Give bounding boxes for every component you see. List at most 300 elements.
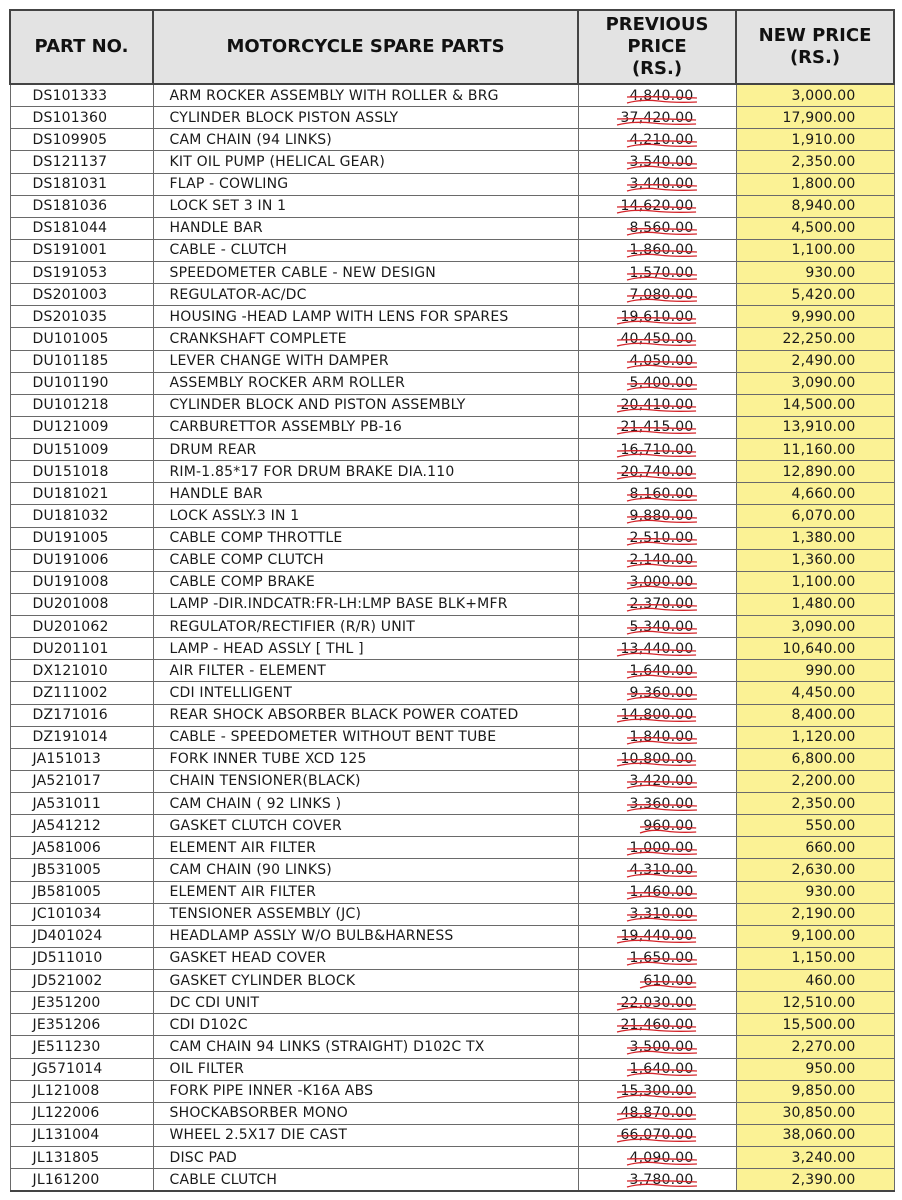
- part-description-cell: DISC PAD: [153, 1147, 578, 1169]
- new-price-cell: 9,990.00: [736, 306, 894, 328]
- previous-price-value: 3,540.00: [629, 153, 694, 170]
- part-description-cell: DC CDI UNIT: [153, 992, 578, 1014]
- new-price-cell: 12,890.00: [736, 461, 894, 483]
- part-number-cell: JE351200: [10, 992, 153, 1014]
- previous-price-cell: [578, 593, 736, 615]
- table-row: [10, 593, 894, 615]
- previous-price-cell: [578, 549, 736, 571]
- previous-price-cell: [578, 195, 736, 217]
- struck-previous-price: [630, 242, 694, 258]
- part-description-cell: OIL FILTER: [153, 1058, 578, 1080]
- part-description-cell: LAMP -DIR.INDCATR:FR-LH:LMP BASE BLK+MFR: [153, 593, 578, 615]
- table-row: [10, 483, 894, 505]
- new-price-cell: 30,850.00: [736, 1102, 894, 1124]
- new-price-cell: 6,800.00: [736, 748, 894, 770]
- previous-price-cell: [578, 1036, 736, 1058]
- previous-price-cell: [578, 925, 736, 947]
- table-row: [10, 704, 894, 726]
- struck-previous-price: [630, 729, 694, 745]
- part-description-cell: LOCK SET 3 IN 1: [153, 195, 578, 217]
- previous-price-value: 14,620.00: [620, 198, 694, 215]
- new-price-cell: 4,450.00: [736, 682, 894, 704]
- struck-previous-price: [630, 685, 694, 701]
- table-row: [10, 1058, 894, 1080]
- struck-previous-price: [630, 1150, 694, 1166]
- previous-price-value: 8,560.00: [629, 220, 694, 237]
- part-description-cell: GASKET CYLINDER BLOCK: [153, 970, 578, 992]
- previous-price-cell: [578, 217, 736, 239]
- table-row: [10, 1036, 894, 1058]
- part-number-cell: DU201062: [10, 616, 153, 638]
- previous-price-value: 4,210.00: [629, 131, 694, 148]
- struck-previous-price: [630, 486, 694, 502]
- new-price-cell: 4,500.00: [736, 217, 894, 239]
- previous-price-value: 13,440.00: [620, 640, 694, 657]
- previous-price-value: 37,420.00: [620, 109, 694, 126]
- part-number-cell: DS181031: [10, 173, 153, 195]
- previous-price-value: 5,340.00: [629, 618, 694, 635]
- previous-price-value: 20,410.00: [620, 397, 694, 414]
- part-number-cell: DU151018: [10, 461, 153, 483]
- new-price-cell: 930.00: [736, 881, 894, 903]
- part-description-cell: CABLE - SPEEDOMETER WITHOUT BENT TUBE: [153, 726, 578, 748]
- part-number-cell: DU201101: [10, 638, 153, 660]
- header-previous-price-line2: (RS.): [631, 58, 683, 79]
- struck-previous-price: [643, 818, 693, 834]
- new-price-cell: 2,200.00: [736, 770, 894, 792]
- previous-price-value: 3,310.00: [629, 906, 694, 923]
- struck-previous-price: [630, 906, 694, 922]
- previous-price-value: 1,000.00: [629, 839, 694, 856]
- new-price-cell: 9,100.00: [736, 925, 894, 947]
- struck-previous-price: [630, 796, 694, 812]
- table-row: [10, 881, 894, 903]
- part-description-cell: TENSIONER ASSEMBLY (JC): [153, 903, 578, 925]
- struck-previous-price: [620, 419, 693, 435]
- new-price-cell: 3,090.00: [736, 616, 894, 638]
- previous-price-value: 1,640.00: [629, 1061, 694, 1078]
- previous-price-value: 3,420.00: [629, 773, 694, 790]
- table-row: [10, 439, 894, 461]
- new-price-cell: 13,910.00: [736, 416, 894, 438]
- new-price-cell: 1,910.00: [736, 129, 894, 151]
- new-price-cell: 1,480.00: [736, 593, 894, 615]
- part-description-cell: DRUM REAR: [153, 439, 578, 461]
- part-number-cell: JA531011: [10, 793, 153, 815]
- part-description-cell: RIM-1.85*17 FOR DRUM BRAKE DIA.110: [153, 461, 578, 483]
- part-number-cell: DZ171016: [10, 704, 153, 726]
- struck-previous-price: [630, 508, 694, 524]
- header-new-price-line1: NEW PRICE: [758, 25, 872, 46]
- previous-price-cell: [578, 483, 736, 505]
- previous-price-value: 66,070.00: [620, 1127, 694, 1144]
- table-row: [10, 770, 894, 792]
- part-description-cell: FORK PIPE INNER -K16A ABS: [153, 1080, 578, 1102]
- struck-previous-price: [643, 973, 693, 989]
- table-row: [10, 262, 894, 284]
- previous-price-value: 1,460.00: [629, 884, 694, 901]
- part-number-cell: DU151009: [10, 439, 153, 461]
- previous-price-value: 7,080.00: [629, 286, 694, 303]
- struck-previous-price: [620, 1017, 693, 1033]
- part-description-cell: ASSEMBLY ROCKER ARM ROLLER: [153, 372, 578, 394]
- part-description-cell: REGULATOR-AC/DC: [153, 284, 578, 306]
- previous-price-cell: [578, 793, 736, 815]
- struck-previous-price: [620, 1083, 693, 1099]
- new-price-cell: 1,360.00: [736, 549, 894, 571]
- part-number-cell: DU191005: [10, 527, 153, 549]
- previous-price-value: 1,860.00: [629, 242, 694, 259]
- previous-price-value: 610.00: [643, 972, 694, 989]
- new-price-cell: 1,100.00: [736, 571, 894, 593]
- part-description-cell: AIR FILTER - ELEMENT: [153, 660, 578, 682]
- part-number-cell: JL131004: [10, 1124, 153, 1146]
- price-table: [9, 9, 895, 1192]
- part-description-cell: CABLE COMP CLUTCH: [153, 549, 578, 571]
- table-row: [10, 195, 894, 217]
- previous-price-cell: [578, 616, 736, 638]
- part-description-cell: LOCK ASSLY.3 IN 1: [153, 505, 578, 527]
- part-number-cell: DS121137: [10, 151, 153, 173]
- previous-price-cell: [578, 328, 736, 350]
- new-price-cell: 38,060.00: [736, 1124, 894, 1146]
- part-number-cell: DS201035: [10, 306, 153, 328]
- previous-price-cell: [578, 660, 736, 682]
- part-number-cell: DS101360: [10, 107, 153, 129]
- previous-price-value: 8,160.00: [629, 485, 694, 502]
- new-price-cell: 9,850.00: [736, 1080, 894, 1102]
- struck-previous-price: [620, 397, 693, 413]
- table-row: [10, 505, 894, 527]
- part-description-cell: REGULATOR/RECTIFIER (R/R) UNIT: [153, 616, 578, 638]
- part-description-cell: FLAP - COWLING: [153, 173, 578, 195]
- part-description-cell: CAM CHAIN ( 92 LINKS ): [153, 793, 578, 815]
- struck-previous-price: [630, 574, 694, 590]
- table-row: [10, 859, 894, 881]
- header-previous-price-line1: PREVIOUS PRICE: [605, 14, 709, 57]
- previous-price-value: 40,450.00: [620, 330, 694, 347]
- part-number-cell: JD401024: [10, 925, 153, 947]
- table-row: [10, 837, 894, 859]
- previous-price-value: 3,440.00: [629, 176, 694, 193]
- header-part-no: PART NO.: [10, 10, 153, 84]
- new-price-cell: 1,150.00: [736, 947, 894, 969]
- previous-price-cell: [578, 461, 736, 483]
- previous-price-value: 1,570.00: [629, 264, 694, 281]
- new-price-cell: 8,940.00: [736, 195, 894, 217]
- part-description-cell: SHOCKABSORBER MONO: [153, 1102, 578, 1124]
- part-description-cell: CDI INTELLIGENT: [153, 682, 578, 704]
- part-number-cell: JB581005: [10, 881, 153, 903]
- struck-previous-price: [620, 707, 693, 723]
- part-description-cell: ARM ROCKER ASSEMBLY WITH ROLLER & BRG: [153, 84, 578, 107]
- table-row: [10, 416, 894, 438]
- previous-price-value: 22,030.00: [620, 994, 694, 1011]
- previous-price-value: 3,000.00: [629, 574, 694, 591]
- new-price-cell: 2,350.00: [736, 793, 894, 815]
- new-price-cell: 5,420.00: [736, 284, 894, 306]
- new-price-cell: 10,640.00: [736, 638, 894, 660]
- new-price-cell: 3,000.00: [736, 84, 894, 107]
- table-row: [10, 239, 894, 261]
- struck-previous-price: [620, 641, 693, 657]
- new-price-cell: 3,090.00: [736, 372, 894, 394]
- struck-previous-price: [630, 1061, 694, 1077]
- part-description-cell: HEADLAMP ASSLY W/O BULB&HARNESS: [153, 925, 578, 947]
- table-row: [10, 925, 894, 947]
- new-price-cell: 22,250.00: [736, 328, 894, 350]
- previous-price-value: 960.00: [643, 817, 694, 834]
- previous-price-cell: [578, 970, 736, 992]
- part-number-cell: DU191006: [10, 549, 153, 571]
- previous-price-cell: [578, 1102, 736, 1124]
- table-row: [10, 527, 894, 549]
- new-price-cell: 17,900.00: [736, 107, 894, 129]
- struck-previous-price: [620, 464, 693, 480]
- previous-price-value: 20,740.00: [620, 463, 694, 480]
- previous-price-cell: [578, 859, 736, 881]
- table-row: [10, 151, 894, 173]
- struck-previous-price: [630, 265, 694, 281]
- previous-price-value: 3,780.00: [629, 1171, 694, 1188]
- new-price-cell: 1,800.00: [736, 173, 894, 195]
- part-description-cell: CABLE - CLUTCH: [153, 239, 578, 261]
- struck-previous-price: [620, 309, 693, 325]
- previous-price-cell: [578, 815, 736, 837]
- new-price-cell: 1,380.00: [736, 527, 894, 549]
- new-price-cell: 660.00: [736, 837, 894, 859]
- previous-price-value: 4,050.00: [629, 353, 694, 370]
- part-number-cell: JC101034: [10, 903, 153, 925]
- table-row: [10, 903, 894, 925]
- new-price-cell: 14,500.00: [736, 394, 894, 416]
- struck-previous-price: [630, 287, 694, 303]
- header-spare-parts: MOTORCYCLE SPARE PARTS: [153, 10, 578, 84]
- part-description-cell: CAM CHAIN (94 LINKS): [153, 129, 578, 151]
- table-row: [10, 793, 894, 815]
- part-description-cell: CABLE COMP BRAKE: [153, 571, 578, 593]
- part-number-cell: JL131805: [10, 1147, 153, 1169]
- previous-price-cell: [578, 284, 736, 306]
- struck-previous-price: [620, 198, 693, 214]
- part-description-cell: CYLINDER BLOCK AND PISTON ASSEMBLY: [153, 394, 578, 416]
- table-row: [10, 306, 894, 328]
- new-price-cell: 930.00: [736, 262, 894, 284]
- new-price-cell: 990.00: [736, 660, 894, 682]
- table-row: [10, 129, 894, 151]
- previous-price-cell: [578, 748, 736, 770]
- table-row: [10, 107, 894, 129]
- part-number-cell: JD521002: [10, 970, 153, 992]
- new-price-cell: 460.00: [736, 970, 894, 992]
- part-description-cell: CHAIN TENSIONER(BLACK): [153, 770, 578, 792]
- table-row: [10, 394, 894, 416]
- struck-previous-price: [630, 663, 694, 679]
- previous-price-value: 16,710.00: [620, 441, 694, 458]
- part-number-cell: JL161200: [10, 1169, 153, 1192]
- previous-price-cell: [578, 704, 736, 726]
- part-number-cell: DS191001: [10, 239, 153, 261]
- struck-previous-price: [620, 331, 693, 347]
- part-description-cell: CAM CHAIN (90 LINKS): [153, 859, 578, 881]
- part-description-cell: CARBURETTOR ASSEMBLY PB-16: [153, 416, 578, 438]
- table-row: [10, 638, 894, 660]
- table-row: [10, 1169, 894, 1192]
- part-number-cell: DU101005: [10, 328, 153, 350]
- part-description-cell: GASKET HEAD COVER: [153, 947, 578, 969]
- new-price-cell: 6,070.00: [736, 505, 894, 527]
- struck-previous-price: [630, 176, 694, 192]
- part-number-cell: JD511010: [10, 947, 153, 969]
- previous-price-value: 9,360.00: [629, 684, 694, 701]
- new-price-cell: 1,120.00: [736, 726, 894, 748]
- part-description-cell: CRANKSHAFT COMPLETE: [153, 328, 578, 350]
- struck-previous-price: [630, 840, 694, 856]
- part-description-cell: LEVER CHANGE WITH DAMPER: [153, 350, 578, 372]
- previous-price-cell: [578, 416, 736, 438]
- part-number-cell: DU181021: [10, 483, 153, 505]
- table-row: [10, 1014, 894, 1036]
- table-row: [10, 549, 894, 571]
- price-list: [9, 9, 893, 1192]
- part-description-cell: WHEEL 2.5X17 DIE CAST: [153, 1124, 578, 1146]
- table-row: [10, 1102, 894, 1124]
- previous-price-cell: [578, 1169, 736, 1192]
- previous-price-cell: [578, 527, 736, 549]
- part-description-cell: ELEMENT AIR FILTER: [153, 837, 578, 859]
- new-price-cell: 2,350.00: [736, 151, 894, 173]
- previous-price-value: 1,650.00: [629, 950, 694, 967]
- previous-price-cell: [578, 726, 736, 748]
- previous-price-cell: [578, 1014, 736, 1036]
- part-number-cell: DU191008: [10, 571, 153, 593]
- struck-previous-price: [620, 751, 693, 767]
- new-price-cell: 550.00: [736, 815, 894, 837]
- previous-price-cell: [578, 770, 736, 792]
- previous-price-cell: [578, 439, 736, 461]
- header-previous-price: [578, 10, 736, 84]
- previous-price-value: 21,460.00: [620, 1016, 694, 1033]
- new-price-cell: 2,630.00: [736, 859, 894, 881]
- struck-previous-price: [630, 1039, 694, 1055]
- new-price-cell: 8,400.00: [736, 704, 894, 726]
- part-number-cell: JG571014: [10, 1058, 153, 1080]
- table-header: [10, 10, 894, 84]
- previous-price-cell: [578, 84, 736, 107]
- part-description-cell: HANDLE BAR: [153, 217, 578, 239]
- previous-price-value: 9,880.00: [629, 507, 694, 524]
- struck-previous-price: [630, 375, 694, 391]
- part-description-cell: GASKET CLUTCH COVER: [153, 815, 578, 837]
- previous-price-cell: [578, 903, 736, 925]
- part-number-cell: DX121010: [10, 660, 153, 682]
- new-price-cell: 3,240.00: [736, 1147, 894, 1169]
- struck-previous-price: [630, 220, 694, 236]
- struck-previous-price: [630, 596, 694, 612]
- header-new-price: [736, 10, 894, 84]
- previous-price-cell: [578, 129, 736, 151]
- struck-previous-price: [630, 530, 694, 546]
- part-number-cell: DU121009: [10, 416, 153, 438]
- previous-price-value: 19,610.00: [620, 308, 694, 325]
- new-price-cell: 2,190.00: [736, 903, 894, 925]
- table-body: [10, 84, 894, 1191]
- part-number-cell: DS101333: [10, 84, 153, 107]
- new-price-cell: 950.00: [736, 1058, 894, 1080]
- new-price-cell: 4,660.00: [736, 483, 894, 505]
- previous-price-value: 3,360.00: [629, 795, 694, 812]
- struck-previous-price: [630, 884, 694, 900]
- previous-price-cell: [578, 1147, 736, 1169]
- previous-price-cell: [578, 372, 736, 394]
- struck-previous-price: [630, 552, 694, 568]
- previous-price-value: 5,400.00: [629, 375, 694, 392]
- part-number-cell: JE511230: [10, 1036, 153, 1058]
- previous-price-cell: [578, 107, 736, 129]
- struck-previous-price: [620, 442, 693, 458]
- previous-price-cell: [578, 682, 736, 704]
- part-number-cell: JA581006: [10, 837, 153, 859]
- part-number-cell: JE351206: [10, 1014, 153, 1036]
- table-row: [10, 284, 894, 306]
- previous-price-value: 21,415.00: [620, 419, 694, 436]
- struck-previous-price: [630, 132, 694, 148]
- part-number-cell: DU181032: [10, 505, 153, 527]
- table-row: [10, 947, 894, 969]
- previous-price-value: 2,370.00: [629, 596, 694, 613]
- part-number-cell: DU101190: [10, 372, 153, 394]
- part-description-cell: FORK INNER TUBE XCD 125: [153, 748, 578, 770]
- table-row: [10, 660, 894, 682]
- previous-price-cell: [578, 837, 736, 859]
- previous-price-value: 48,870.00: [620, 1105, 694, 1122]
- struck-previous-price: [630, 154, 694, 170]
- part-number-cell: DS201003: [10, 284, 153, 306]
- previous-price-cell: [578, 394, 736, 416]
- struck-previous-price: [630, 773, 694, 789]
- part-description-cell: CAM CHAIN 94 LINKS (STRAIGHT) D102C TX: [153, 1036, 578, 1058]
- previous-price-value: 1,640.00: [629, 662, 694, 679]
- table-row: [10, 616, 894, 638]
- previous-price-cell: [578, 992, 736, 1014]
- previous-price-cell: [578, 350, 736, 372]
- part-number-cell: DZ191014: [10, 726, 153, 748]
- previous-price-cell: [578, 947, 736, 969]
- table-row: [10, 1080, 894, 1102]
- previous-price-cell: [578, 881, 736, 903]
- part-description-cell: HANDLE BAR: [153, 483, 578, 505]
- part-description-cell: KIT OIL PUMP (HELICAL GEAR): [153, 151, 578, 173]
- new-price-cell: 12,510.00: [736, 992, 894, 1014]
- struck-previous-price: [630, 353, 694, 369]
- part-number-cell: DU101185: [10, 350, 153, 372]
- previous-price-cell: [578, 1124, 736, 1146]
- table-row: [10, 84, 894, 107]
- previous-price-value: 4,090.00: [629, 1149, 694, 1166]
- struck-previous-price: [620, 995, 693, 1011]
- struck-previous-price: [620, 1127, 693, 1143]
- table-row: [10, 682, 894, 704]
- table-row: [10, 217, 894, 239]
- table-row: [10, 173, 894, 195]
- part-number-cell: JA521017: [10, 770, 153, 792]
- part-description-cell: CABLE COMP THROTTLE: [153, 527, 578, 549]
- table-row: [10, 1124, 894, 1146]
- part-number-cell: DU101218: [10, 394, 153, 416]
- new-price-cell: 15,500.00: [736, 1014, 894, 1036]
- previous-price-value: 4,310.00: [629, 861, 694, 878]
- part-number-cell: DS181044: [10, 217, 153, 239]
